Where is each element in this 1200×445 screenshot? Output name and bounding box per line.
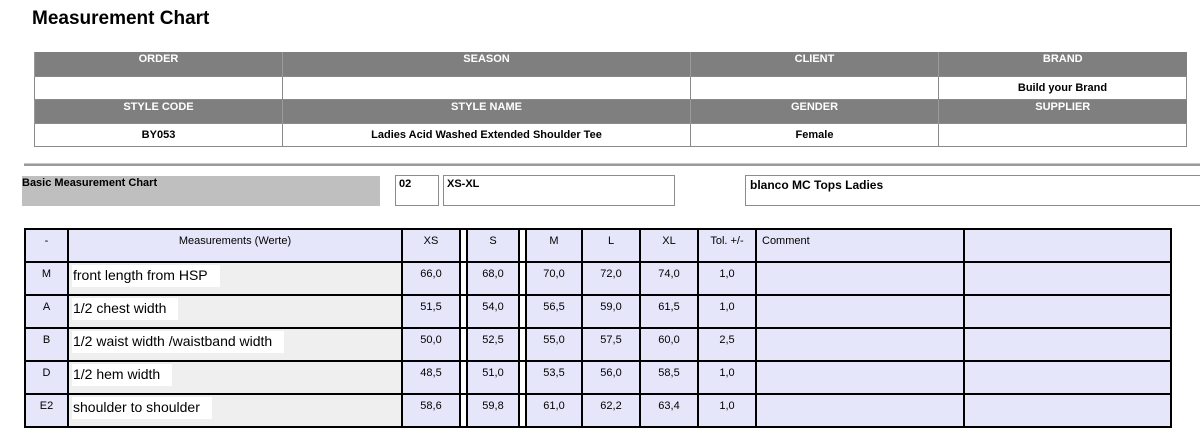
info-value-row-1 (35, 76, 1187, 99)
size-value-m: 55,0 (526, 328, 582, 361)
client-header: CLIENT (691, 52, 939, 76)
tolerance-header: Tol. +/- (698, 229, 756, 262)
size-value-xl: 58,5 (640, 361, 698, 394)
section-divider (24, 163, 1200, 166)
column-gap (519, 328, 526, 361)
comment-cell (756, 361, 964, 394)
style-name-header: STYLE NAME (283, 99, 691, 123)
measurement-name: 1/2 waist width /waistband width (72, 331, 284, 353)
tolerance-value: 1,0 (698, 262, 756, 295)
tolerance-value: 1,0 (698, 361, 756, 394)
measurement-header-row (25, 229, 1171, 262)
measurement-name-cell (68, 361, 402, 394)
table-row (25, 361, 1171, 394)
size-value-m: 53,5 (526, 361, 582, 394)
size-value-xs: 66,0 (402, 262, 460, 295)
extra-cell (964, 295, 1171, 328)
measurement-table (24, 228, 1172, 428)
size-value-xs: 58,6 (402, 394, 460, 427)
column-gap (519, 394, 526, 427)
size-value-xl: 63,4 (640, 394, 698, 427)
size-value-m: 70,0 (526, 262, 582, 295)
measurement-name: shoulder to shoulder (72, 397, 212, 419)
code-header: - (25, 229, 68, 262)
column-gap (460, 361, 467, 394)
size-header-xs: XS (402, 229, 460, 262)
size-value-s: 51,0 (467, 361, 519, 394)
extra-header (964, 229, 1171, 262)
size-value-xl: 61,5 (640, 295, 698, 328)
extra-cell (964, 262, 1171, 295)
measurement-code: B (25, 328, 68, 361)
size-header-m: M (526, 229, 582, 262)
size-value-xl: 60,0 (640, 328, 698, 361)
size-value-l: 56,0 (582, 361, 640, 394)
size-value-xs: 51,5 (402, 295, 460, 328)
basic-chart-description: blanco MC Tops Ladies (745, 175, 1200, 206)
client-value (691, 76, 939, 99)
size-value-s: 54,0 (467, 295, 519, 328)
season-header: SEASON (283, 52, 691, 76)
gender-header: GENDER (691, 99, 939, 123)
size-value-s: 68,0 (467, 262, 519, 295)
supplier-header: SUPPLIER (939, 99, 1187, 123)
measurement-name: front length from HSP (72, 265, 220, 287)
size-header-s: S (467, 229, 519, 262)
measurement-header: Measurements (Werte) (68, 229, 402, 262)
info-value-row-2 (35, 123, 1187, 146)
column-gap (519, 295, 526, 328)
measurement-code: D (25, 361, 68, 394)
info-header-row-1 (35, 52, 1187, 76)
comment-cell (756, 262, 964, 295)
measurement-name-cell (68, 295, 402, 328)
size-value-s: 59,8 (467, 394, 519, 427)
size-value-l: 62,2 (582, 394, 640, 427)
table-row (25, 262, 1171, 295)
column-gap (519, 361, 526, 394)
column-gap (460, 328, 467, 361)
extra-cell (964, 328, 1171, 361)
table-row (25, 328, 1171, 361)
order-header: ORDER (35, 52, 283, 76)
size-value-s: 52,5 (467, 328, 519, 361)
brand-header: BRAND (939, 52, 1187, 76)
size-value-m: 61,0 (526, 394, 582, 427)
tolerance-value: 1,0 (698, 394, 756, 427)
tolerance-value: 2,5 (698, 328, 756, 361)
style-code-value: BY053 (35, 123, 283, 146)
style-info-table (34, 52, 1187, 147)
extra-cell (964, 394, 1171, 427)
column-gap (519, 262, 526, 295)
measurement-name-cell (68, 328, 402, 361)
column-gap (460, 394, 467, 427)
page-title: Measurement Chart (32, 8, 210, 29)
size-value-xl: 74,0 (640, 262, 698, 295)
size-header-xl: XL (640, 229, 698, 262)
size-value-l: 57,5 (582, 328, 640, 361)
brand-value: Build your Brand (939, 76, 1187, 99)
size-value-m: 56,5 (526, 295, 582, 328)
measurement-name: 1/2 chest width (72, 298, 178, 320)
extra-cell (964, 361, 1171, 394)
size-value-xs: 50,0 (402, 328, 460, 361)
basic-chart-label: Basic Measurement Chart (22, 176, 380, 206)
table-row (25, 394, 1171, 427)
measurement-code: A (25, 295, 68, 328)
size-value-xs: 48,5 (402, 361, 460, 394)
column-gap (460, 295, 467, 328)
size-header-l: L (582, 229, 640, 262)
column-gap (519, 229, 526, 262)
measurement-name-cell (68, 394, 402, 427)
column-gap (460, 262, 467, 295)
season-value (283, 76, 691, 99)
tolerance-value: 1,0 (698, 295, 756, 328)
style-code-header: STYLE CODE (35, 99, 283, 123)
column-gap (460, 229, 467, 262)
style-name-value: Ladies Acid Washed Extended Shoulder Tee (283, 123, 691, 146)
measurement-name: 1/2 hem width (72, 364, 172, 386)
supplier-value (939, 123, 1187, 146)
size-value-l: 59,0 (582, 295, 640, 328)
size-value-l: 72,0 (582, 262, 640, 295)
comment-cell (756, 295, 964, 328)
order-value (35, 76, 283, 99)
info-header-row-2 (35, 99, 1187, 123)
measurement-code: M (25, 262, 68, 295)
gender-value: Female (691, 123, 939, 146)
basic-chart-number: 02 (395, 175, 439, 206)
measurement-name-cell (68, 262, 402, 295)
comment-header: Comment (756, 229, 964, 262)
comment-cell (756, 328, 964, 361)
basic-chart-size-range: XS-XL (443, 175, 675, 206)
comment-cell (756, 394, 964, 427)
table-row (25, 295, 1171, 328)
measurement-code: E2 (25, 394, 68, 427)
